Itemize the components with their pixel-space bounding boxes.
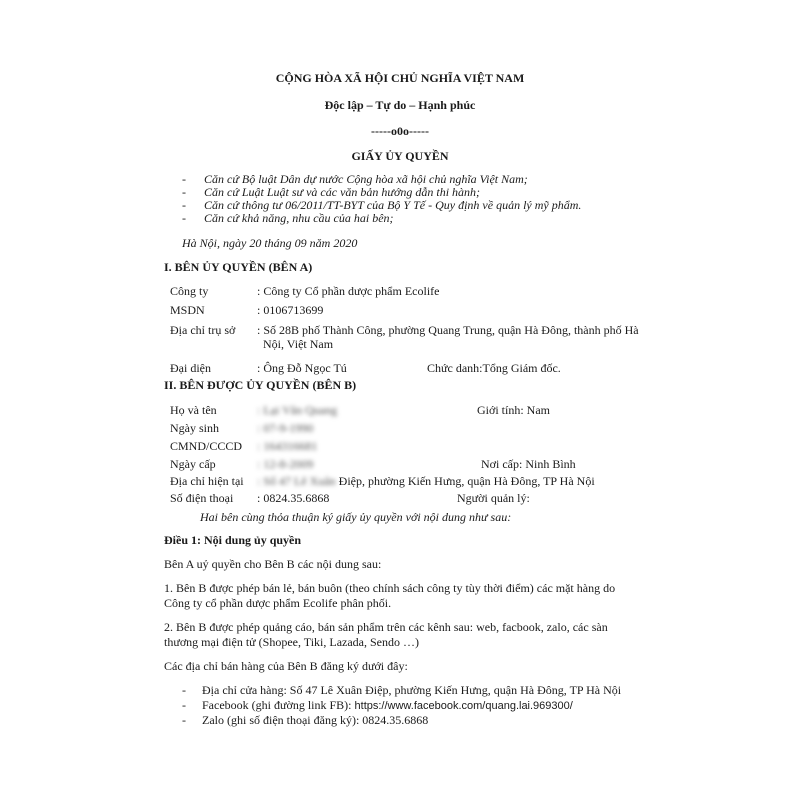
bullet: - (182, 211, 186, 225)
article-1-intro: Bên A uỷ quyền cho Bên B các nội dung sau: (164, 557, 382, 571)
current-address-visible: Điệp, phường Kiến Hưng, quận Hà Đông, TP Hà Nội (335, 474, 595, 488)
phone-label: Số điện thoại (170, 491, 234, 505)
dob-label: Ngày sinh (170, 421, 219, 435)
representative-value: : Ông Đỗ Ngọc Tú (257, 361, 347, 375)
basis-item: Căn cứ Bộ luật Dân dự nước Cộng hòa xã hội chủ nghĩa Việt Nam; (204, 172, 528, 186)
motto: Độc lập – Tự do – Hạnh phúc (324, 98, 476, 112)
company-value: : Công ty Cổ phần dược phẩm Ecolife (257, 284, 440, 298)
item-1-line2: Công ty cổ phần dược phẩm Ecolife phân phối. (164, 596, 392, 610)
tax-code-value: : 0106713699 (257, 303, 324, 317)
separator: -----o0o----- (371, 124, 429, 138)
id-label: CMND/CCCD (170, 439, 243, 453)
bullet: - (182, 713, 186, 727)
address-value-line1: : Số 28B phố Thành Công, phường Quang Trung, quận Hà Đông, thành phố Hà (257, 323, 639, 337)
gender: Giới tính: Nam (477, 403, 551, 417)
current-address-label: Địa chỉ hiện tại (170, 474, 244, 488)
dob-value: : 07-9-1990 (257, 421, 314, 435)
bullet: - (182, 683, 186, 697)
location-zalo: Zalo (ghi số điện thoại đăng ký): 0824.35.6868 (202, 713, 429, 727)
agreement-statement: Hai bên cùng thỏa thuận ký giấy ủy quyền với nội dung như sau: (200, 510, 512, 524)
document-title: GIẤY ỦY QUYỀN (351, 149, 449, 163)
facebook-label: Facebook (ghi đường link FB): (202, 698, 355, 712)
bullet: - (182, 185, 186, 199)
address-value-line2: Nội, Việt Nam (263, 337, 334, 351)
address-label: Địa chỉ trụ sở (170, 323, 236, 337)
bullet: - (182, 172, 186, 186)
basis-item: Căn cứ thông tư 06/2011/TT-BYT của Bộ Y Tế - Quy định về quản lý mỹ phẩm. (204, 198, 582, 212)
representative-label: Đại diện (170, 361, 211, 375)
party-a-heading: I. BÊN ỦY QUYỀN (BÊN A) (164, 260, 313, 274)
basis-item: Căn cứ Luật Luật sư và các văn bản hướng dẫn thi hành; (204, 185, 481, 199)
nation-heading: CỘNG HÒA XÃ HỘI CHỦ NGHĨA VIỆT NAM (275, 71, 525, 85)
id-value: : 164316681 (257, 439, 318, 453)
issue-date-label: Ngày cấp (170, 457, 216, 471)
basis-item: Căn cứ khả năng, nhu cầu của hai bên; (204, 211, 394, 225)
article-1-heading: Điều 1: Nội dung ủy quyền (164, 533, 302, 547)
issue-date-value: : 12-8-2009 (257, 457, 314, 471)
facebook-link[interactable]: https://www.facebook.com/quang.lai.969300/ (354, 700, 573, 712)
issue-place: Nơi cấp: Ninh Bình (481, 457, 576, 471)
full-name-value: : Lại Văn Quang (257, 403, 338, 417)
position: Chức danh:Tổng Giám đốc. (427, 361, 561, 375)
location-store: Địa chỉ cửa hàng: Số 47 Lê Xuân Điệp, phường Kiến Hưng, quận Hà Đông, TP Hà Nội (202, 683, 622, 697)
phone-value: : 0824.35.6868 (257, 491, 330, 505)
tax-code-label: MSDN (170, 303, 205, 317)
bullet: - (182, 198, 186, 212)
item-2-line1: 2. Bên B được phép quảng cáo, bán sản phẩm trên các kênh sau: web, facbook, zalo, các sàn (164, 620, 608, 634)
location-facebook (202, 698, 573, 713)
manager-label: Người quản lý: (457, 491, 530, 505)
date-line: Hà Nội, ngày 20 tháng 09 năm 2020 (182, 236, 358, 250)
item-1-line1: 1. Bên B được phép bán lẻ, bán buôn (theo chính sách công ty tùy thời điểm) các mặt hàng do (164, 581, 616, 595)
full-name-label: Họ và tên (170, 403, 217, 417)
party-b-heading: II. BÊN ĐƯỢC ỦY QUYỀN (BÊN B) (164, 378, 357, 392)
item-2-line2: thương mại điện tử (Shopee, Tiki, Lazada, Sendo …) (164, 635, 419, 649)
locations-intro: Các địa chỉ bán hàng của Bên B đăng ký dưới đây: (164, 659, 408, 673)
current-address-value (257, 474, 595, 489)
company-label: Công ty (170, 284, 209, 298)
bullet: - (182, 698, 186, 712)
current-address-blurred: : Số 47 Lê Xuân (257, 474, 336, 488)
